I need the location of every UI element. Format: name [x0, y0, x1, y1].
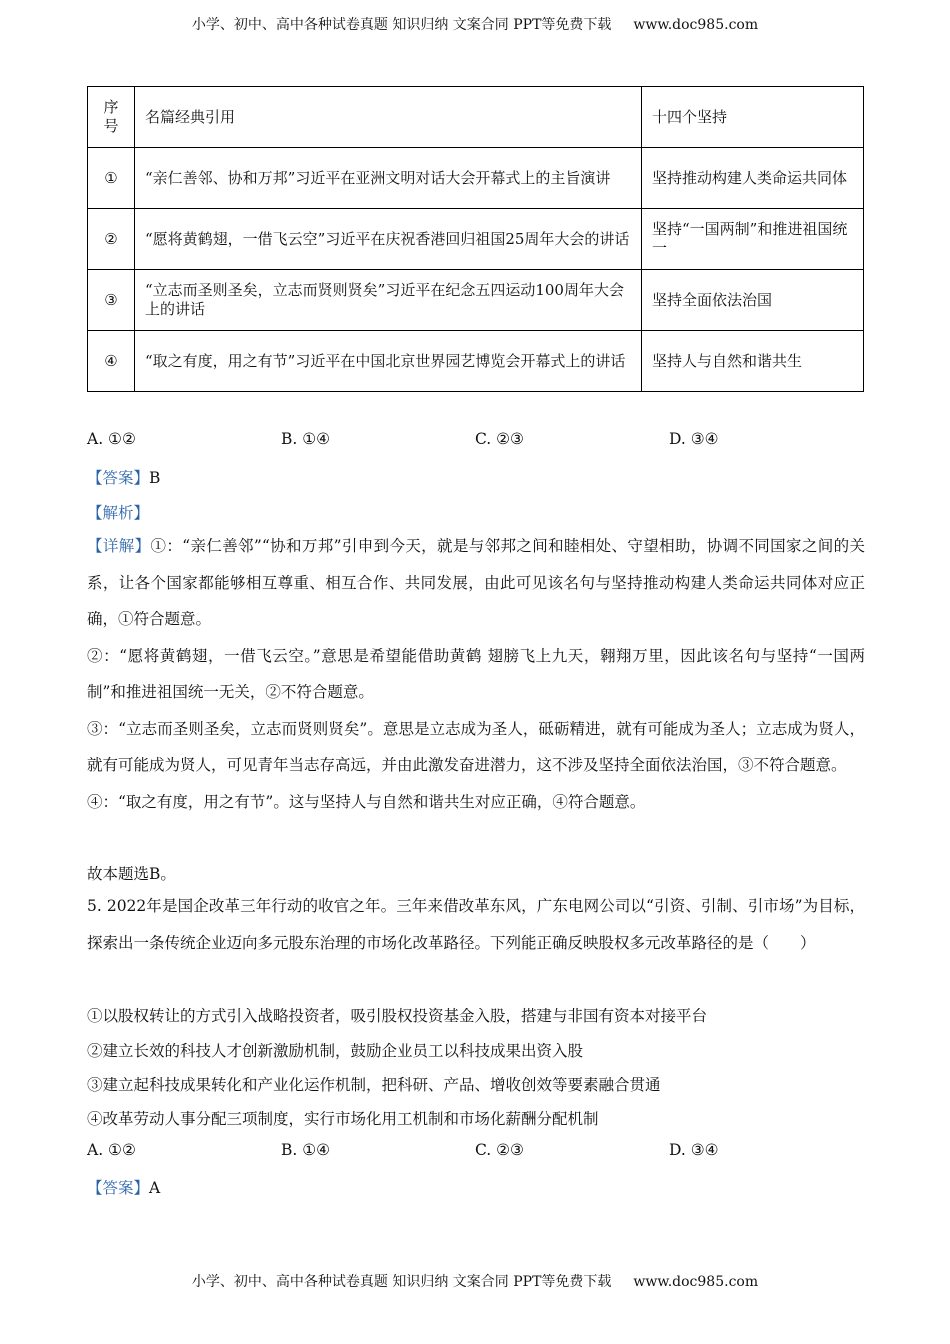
q4-option-a: A. ①② — [87, 430, 136, 448]
q4-option-c: C. ②③ — [475, 430, 524, 448]
analysis-tag: 【解析】 — [87, 504, 150, 522]
answer-tag: 【答案】 — [87, 1179, 150, 1197]
q4-analysis-heading — [87, 501, 149, 523]
quote-table — [87, 86, 864, 392]
q5-item-2: ②建立长效的科技人才创新激励机制，鼓励企业员工以科技成果出资入股 — [87, 1042, 584, 1060]
q5-option-c: C. ②③ — [475, 1141, 524, 1159]
detail-tag: 【详解】 — [87, 537, 151, 555]
row-quote: “愿将黄鹤翅，一借飞云空”习近平在庆祝香港回归祖国25周年大会的讲话 — [135, 209, 642, 270]
row-principle: 坚持全面依法治国 — [642, 270, 864, 331]
row-num: ① — [88, 148, 135, 209]
footer-site[interactable]: www.doc985.com — [633, 1274, 759, 1290]
header-num: 序号 — [88, 87, 135, 148]
detail-paragraph-4: ④：“取之有度，用之有节”。这与坚持人与自然和谐共生对应正确，④符合题意。 — [87, 792, 646, 811]
table-row — [88, 209, 864, 270]
q5-option-b: B. ①④ — [281, 1141, 331, 1159]
answer-tag: 【答案】 — [87, 469, 150, 487]
q5-stem: 5. 2022年是国企改革三年行动的收官之年。三年来借改革东风，广东电网公司以“引资、引制、引市场”为目标，探索出一条传统企业迈向多元股东治理的市场化改革路径。下列能正确反映股权多元改革路径的是（ ） — [87, 897, 865, 952]
row-num: ④ — [88, 331, 135, 392]
q5-item-1: ①以股权转让的方式引入战略投资者，吸引股权投资基金入股，搭建与非国有资本对接平台 — [87, 1007, 708, 1025]
header-principle: 十四个坚持 — [642, 87, 864, 148]
q4-detail — [87, 528, 865, 820]
row-quote: “取之有度，用之有节”习近平在中国北京世界园艺博览会开幕式上的讲话 — [135, 331, 642, 392]
header-site[interactable]: www.doc985.com — [633, 17, 759, 33]
header-quote: 名篇经典引用 — [135, 87, 642, 148]
q4-option-d: D. ③④ — [669, 430, 719, 448]
row-num: ③ — [88, 270, 135, 331]
detail-paragraph-2: ②：“愿将黄鹤翅，一借飞云空。”意思是希望能借助黄鹤 翅膀飞上九天，翱翔万里，因此该名句与坚持“一国两制”和推进祖国统一无关，②不符合题意。 — [87, 646, 865, 701]
header-text: 小学、初中、高中各种试卷真题 知识归纳 文案合同 PPT等免费下载 — [191, 17, 612, 33]
row-num: ② — [88, 209, 135, 270]
q4-conclusion: 故本题选B。 — [87, 865, 176, 883]
table-row — [88, 148, 864, 209]
table-header-row — [88, 87, 864, 148]
q5-option-a: A. ①② — [87, 1141, 136, 1159]
row-principle: 坚持人与自然和谐共生 — [642, 331, 864, 392]
detail-paragraph-1 — [87, 528, 865, 638]
row-principle: 坚持推动构建人类命运共同体 — [642, 148, 864, 209]
q4-answer — [87, 466, 160, 488]
page-header — [0, 14, 950, 34]
q5-answer — [87, 1176, 160, 1198]
detail-text-1: ①：“亲仁善邻”“协和万邦”引申到今天，就是与邻邦之间和睦相处、守望相助，协调不同国家之间的关系，让各个国家都能够相互尊重、相互合作、共同发展，由此可见该名句与坚持推动构建人类命运共同体对应正确，①符合题意。 — [87, 537, 865, 628]
row-quote: “立志而圣则圣矣，立志而贤则贤矣”习近平在纪念五四运动100周年大会上的讲话 — [135, 270, 642, 331]
answer-value: B — [149, 469, 161, 487]
q4-option-b: B. ①④ — [281, 430, 331, 448]
q5-item-4: ④改革劳动人事分配三项制度，实行市场化用工机制和市场化薪酬分配机制 — [87, 1110, 599, 1128]
detail-paragraph-3: ③：“立志而圣则圣矣，立志而贤则贤矣”。意思是立志成为圣人，砥砺精进，就有可能成为圣人；立志成为贤人，就有可能成为贤人，可见青年当志存高远，并由此激发奋进潜力，这不涉及坚持全面依法治国，③不符合题意。 — [87, 719, 865, 774]
footer-text: 小学、初中、高中各种试卷真题 知识归纳 文案合同 PPT等免费下载 — [191, 1274, 612, 1290]
table-row — [88, 331, 864, 392]
row-principle: 坚持“一国两制”和推进祖国统一 — [642, 209, 864, 270]
table-row — [88, 270, 864, 331]
page-footer — [0, 1271, 950, 1291]
row-quote: “亲仁善邻、协和万邦”习近平在亚洲文明对话大会开幕式上的主旨演讲 — [135, 148, 642, 209]
q5-option-d: D. ③④ — [669, 1141, 719, 1159]
q5-item-3: ③建立起科技成果转化和产业化运作机制，把科研、产品、增收创效等要素融合贯通 — [87, 1076, 661, 1094]
answer-value: A — [149, 1179, 161, 1197]
